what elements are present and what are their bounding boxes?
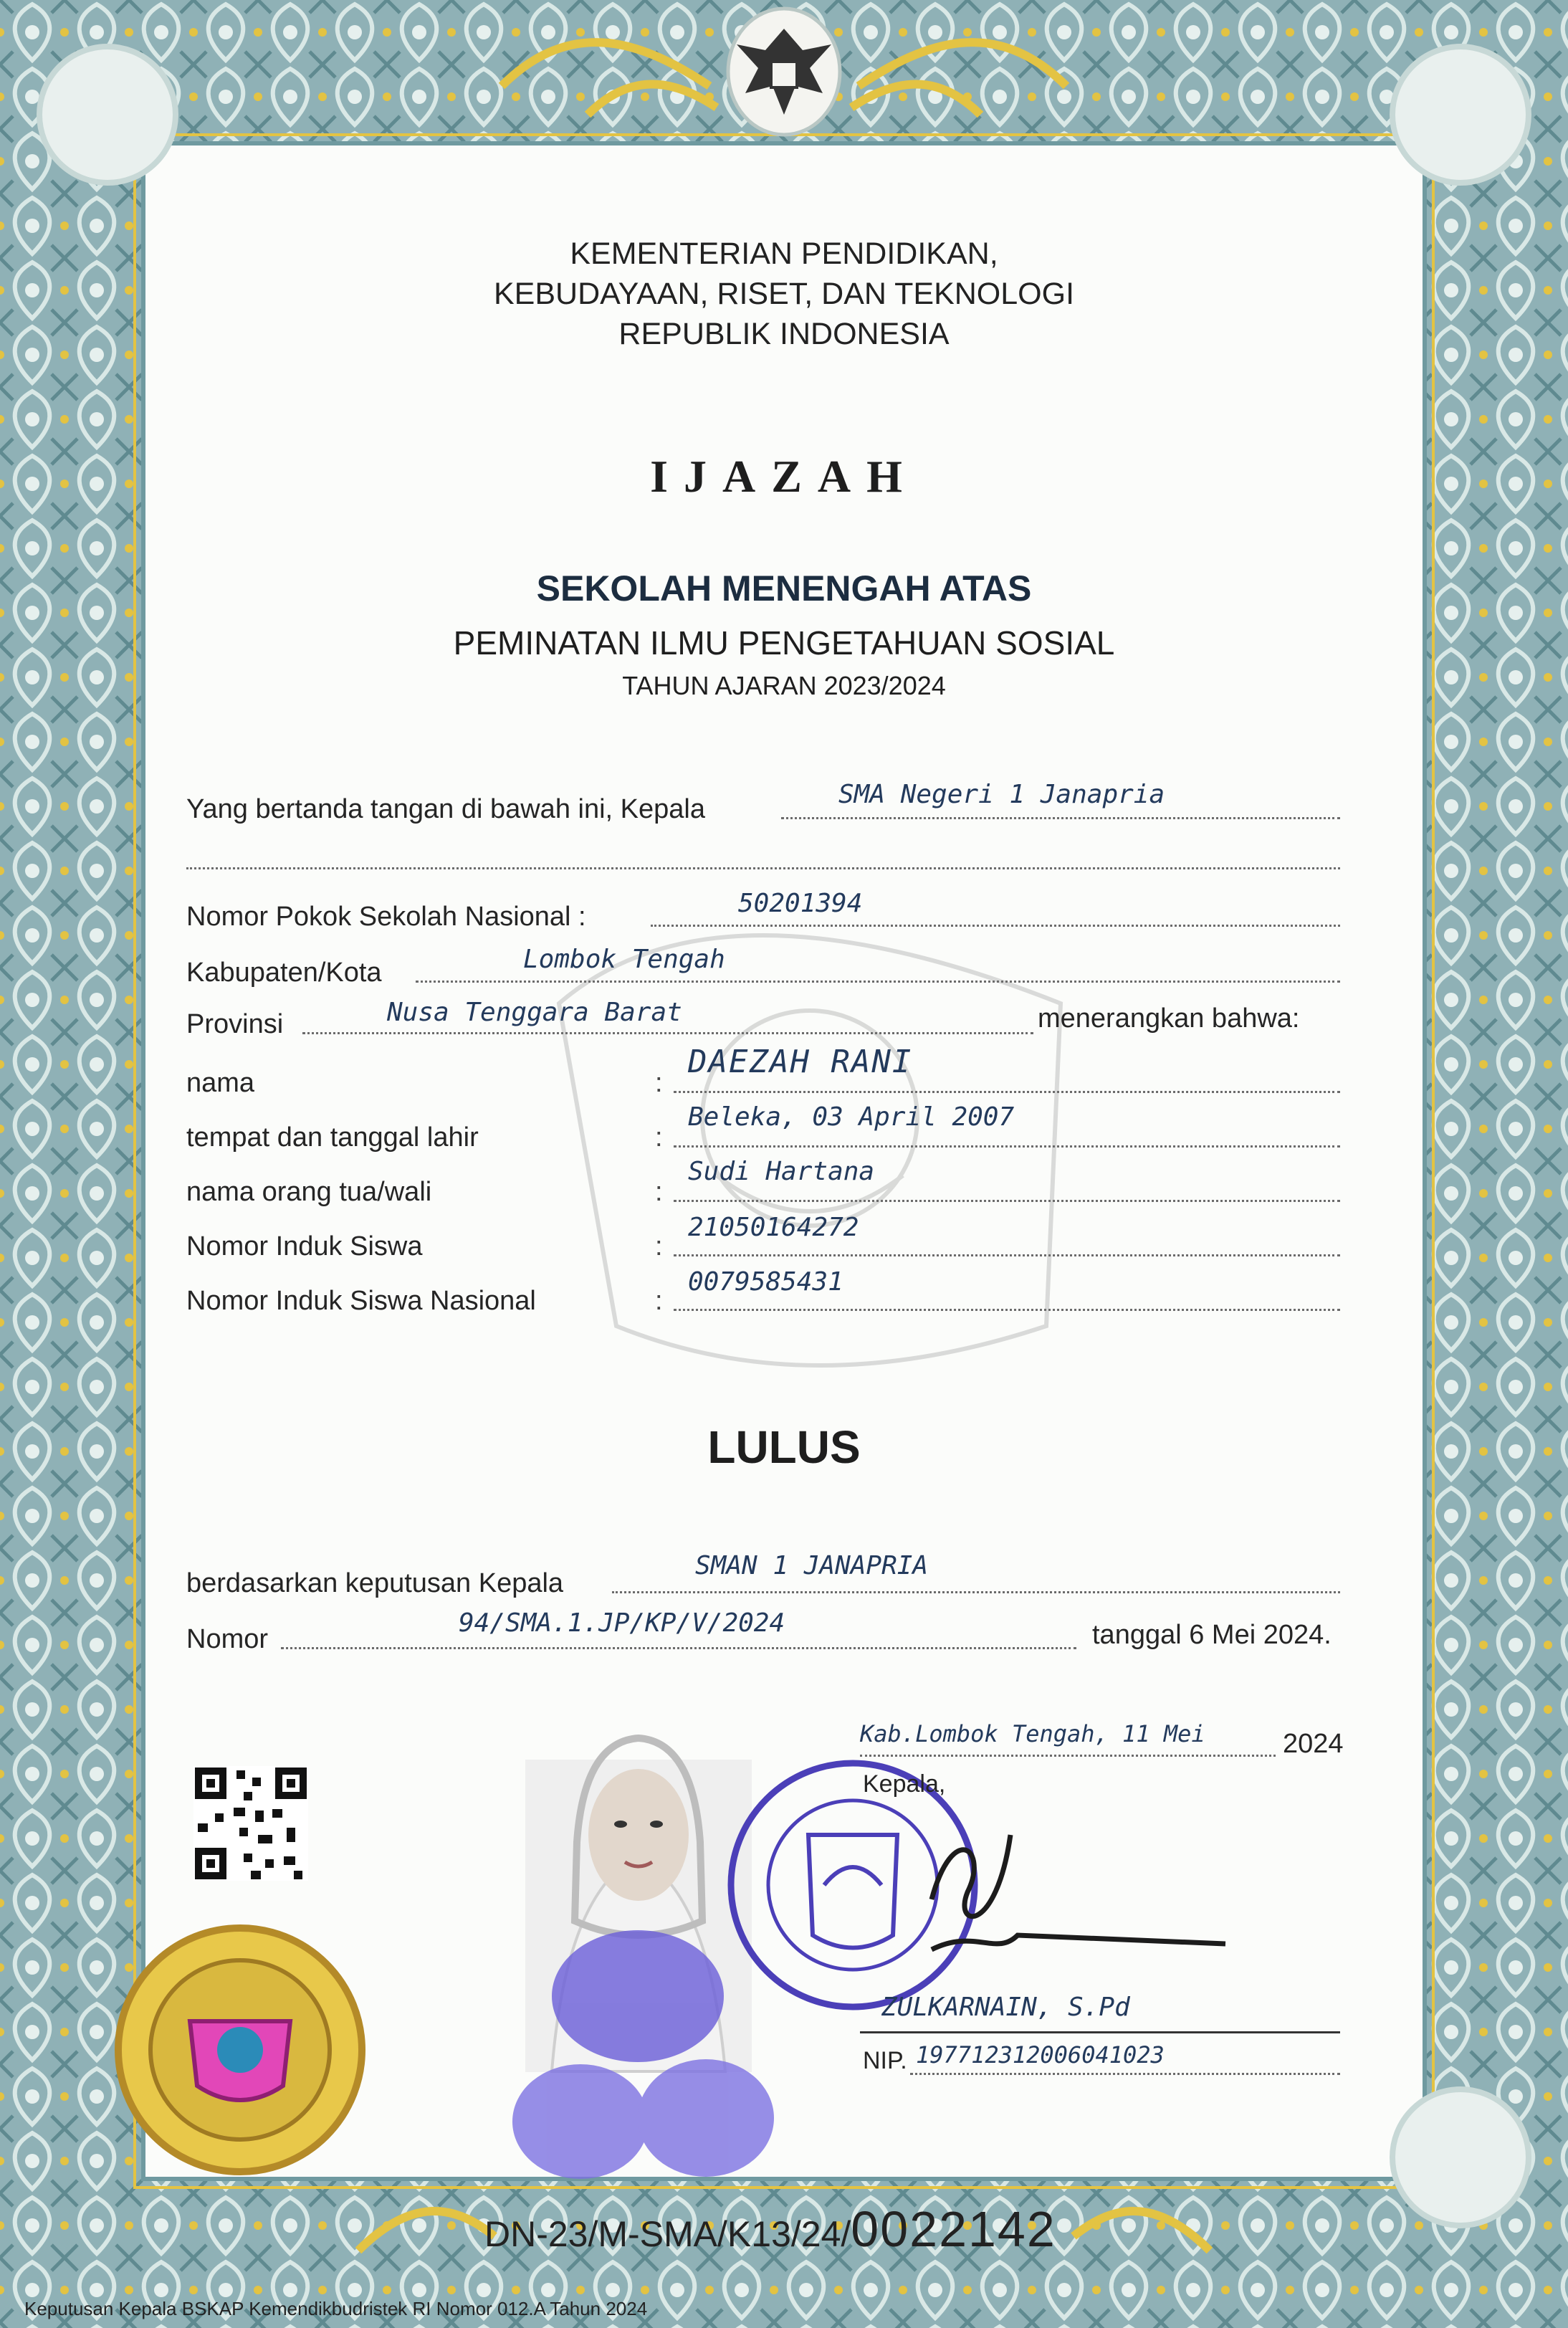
school-name: SMA Negeri 1 Janapria xyxy=(838,780,1165,809)
parent-label: nama orang tua/wali xyxy=(186,1177,432,1207)
npsn-value: 50201394 xyxy=(738,889,863,918)
decision-basis-label: berdasarkan keputusan Kepala xyxy=(186,1568,564,1598)
nisn-value: 0079585431 xyxy=(688,1267,843,1297)
nip-label: NIP. xyxy=(863,2047,907,2074)
dotted-line xyxy=(281,1647,1076,1649)
dotted-line xyxy=(781,817,1340,819)
serial-prefix: DN-23/M-SMA/K13/24/ xyxy=(484,2214,851,2254)
nis-label: Nomor Induk Siswa xyxy=(186,1231,423,1261)
colon: : xyxy=(655,1068,663,1098)
colon: : xyxy=(655,1231,663,1261)
serial-value: 0022142 xyxy=(851,2201,1056,2257)
ministry-line-3: REPUBLIK INDONESIA xyxy=(618,317,950,351)
nip-value: 197712312006041023 xyxy=(916,2041,1165,2069)
decision-date: tanggal 6 Mei 2024. xyxy=(1092,1620,1332,1650)
ministry-line-2: KEBUDAYAAN, RISET, DAN TEKNOLOGI xyxy=(493,277,1075,311)
province-label: Provinsi xyxy=(186,1009,284,1039)
dotted-line xyxy=(674,1145,1340,1148)
academic-year: TAHUN AJARAN 2023/2024 xyxy=(622,671,946,700)
dotted-line xyxy=(674,1309,1340,1311)
dotted-line xyxy=(612,1591,1340,1593)
province-value: Nusa Tenggara Barat xyxy=(387,998,682,1027)
dotted-line xyxy=(416,981,1340,983)
sign-year: 2024 xyxy=(1283,1729,1344,1759)
colon: : xyxy=(655,1177,663,1207)
npsn-label: Nomor Pokok Sekolah Nasional : xyxy=(186,902,586,932)
student-name-value: DAEZAH RANI xyxy=(688,1044,913,1080)
dotted-line xyxy=(674,1254,1340,1256)
serial-number xyxy=(484,2200,1056,2258)
colon: : xyxy=(655,1286,663,1316)
sign-position: Kepala, xyxy=(863,1770,946,1798)
ministry-line-1: KEMENTERIAN PENDIDIKAN, xyxy=(570,237,998,271)
hologram-seal xyxy=(118,1928,362,2172)
birth-label: tempat dan tanggal lahir xyxy=(186,1122,479,1153)
program-title: PEMINATAN ILMU PENGETAHUAN SOSIAL xyxy=(453,624,1115,662)
dotted-line xyxy=(910,2073,1340,2075)
nisn-label: Nomor Induk Siswa Nasional xyxy=(186,1286,536,1316)
signature-line xyxy=(860,2031,1340,2033)
birth-value: Beleka, 03 April 2007 xyxy=(688,1102,1015,1132)
colon: : xyxy=(655,1122,663,1153)
dotted-line xyxy=(860,1755,1276,1757)
dotted-line xyxy=(651,925,1340,927)
statement-text: menerangkan bahwa: xyxy=(1038,1003,1300,1034)
parent-value: Sudi Hartana xyxy=(688,1157,875,1186)
school-type: SEKOLAH MENENGAH ATAS xyxy=(536,568,1032,609)
dotted-line xyxy=(674,1091,1340,1093)
garuda-emblem-icon xyxy=(728,9,840,135)
footer-note: Keputusan Kepala BSKAP Kemendikbudristek RI Nomor 012.A Tahun 2024 xyxy=(24,2298,648,2319)
decision-number-value: 94/SMA.1.JP/KP/V/2024 xyxy=(459,1608,785,1638)
district-label: Kabupaten/Kota xyxy=(186,958,382,988)
signer-name: ZULKARNAIN, S.Pd xyxy=(881,1993,1130,2022)
nis-value: 21050164272 xyxy=(688,1213,859,1242)
decision-basis-value: SMAN 1 JANAPRIA xyxy=(695,1551,929,1580)
decision-number-label: Nomor xyxy=(186,1624,269,1654)
dotted-line xyxy=(302,1032,1033,1034)
student-name-label: nama xyxy=(186,1068,255,1098)
result-status: LULUS xyxy=(707,1421,861,1473)
intro-label: Yang bertanda tangan di bawah ini, Kepala xyxy=(186,794,705,824)
dotted-line xyxy=(674,1200,1340,1202)
dotted-line xyxy=(186,867,1340,869)
qr-code xyxy=(193,1766,308,1881)
certificate-title: IJAZAH xyxy=(650,451,918,502)
district-value: Lombok Tengah xyxy=(523,945,725,974)
sign-place-date: Kab.Lombok Tengah, 11 Mei xyxy=(860,1720,1205,1747)
